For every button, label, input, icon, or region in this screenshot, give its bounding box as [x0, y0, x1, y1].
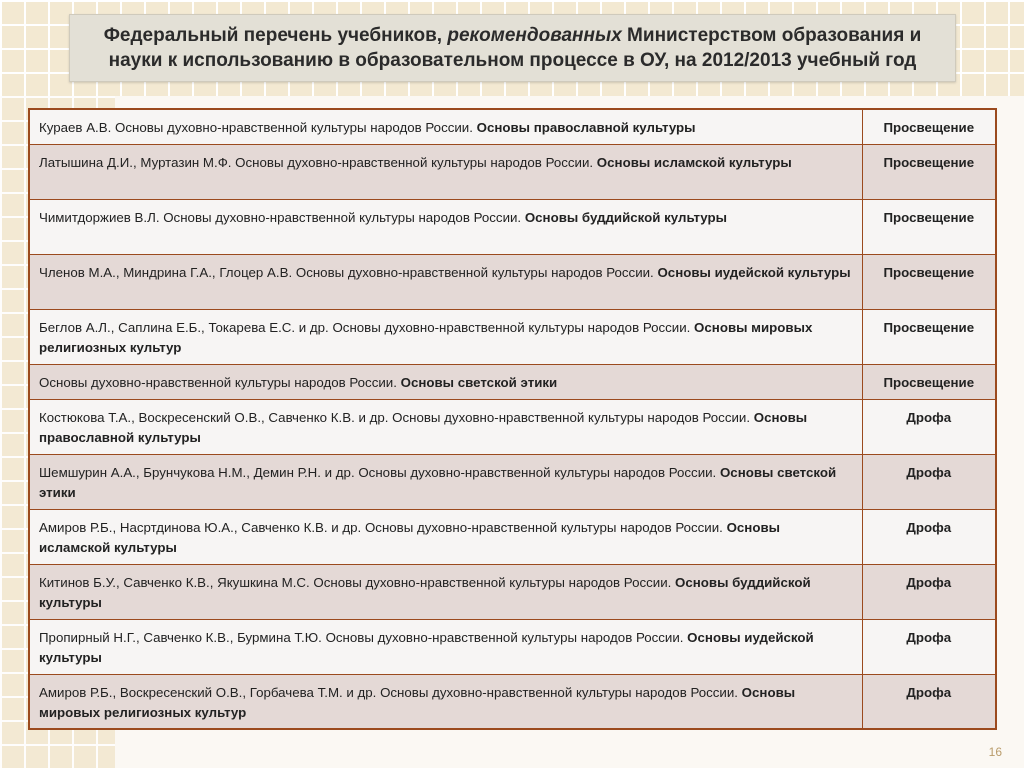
publisher-cell: Дрофа — [862, 674, 996, 729]
table-row — [29, 509, 996, 564]
table-row — [29, 399, 996, 454]
publisher-cell: Дрофа — [862, 619, 996, 674]
textbook-description-cell — [29, 109, 862, 144]
textbook-authors: Амиров Р.Б., Насртдинова Ю.А., Савченко К.В. и др. Основы духовно-нравственной культуры народов России. — [39, 519, 727, 535]
textbook-subject: Основы православной культуры — [39, 409, 808, 445]
textbook-table-body — [29, 109, 996, 729]
publisher-cell: Дрофа — [862, 509, 996, 564]
textbook-description-cell — [29, 674, 862, 729]
textbook-subject: Основы буддийской культуры — [524, 209, 727, 225]
table-row — [29, 144, 996, 199]
publisher-cell: Просвещение — [862, 199, 996, 254]
textbook-subject: Основы буддийской культуры — [39, 574, 811, 610]
table-row — [29, 674, 996, 729]
textbook-subject: Основы исламской культуры — [39, 519, 780, 555]
textbook-subject: Основы иудейской культуры — [657, 264, 851, 280]
table-row — [29, 199, 996, 254]
textbook-subject: Основы исламской культуры — [596, 154, 792, 170]
textbook-authors: Кураев А.В. Основы духовно-нравственной культуры народов России. — [39, 120, 477, 135]
table-row — [29, 309, 996, 364]
textbook-authors: Шемшурин А.А., Брунчукова Н.М., Демин Р.Н. и др. Основы духовно-нравственной культуры народов России. — [39, 464, 720, 480]
title-part-2: Министерством образования и науки к использованию в образовательном процессе в ОУ, на 2012/2013 учебный год — [108, 25, 922, 71]
textbook-subject: Основы светской этики — [400, 374, 558, 390]
textbook-authors: Латышина Д.И., Муртазин М.Ф. Основы духовно-нравственной культуры народов России. — [39, 154, 597, 170]
textbook-subject: Основы иудейской культуры — [39, 629, 814, 665]
publisher-cell: Дрофа — [862, 399, 996, 454]
publisher-cell: Дрофа — [862, 564, 996, 619]
textbook-subject: Основы мировых религиозных культур — [39, 684, 796, 720]
table-row — [29, 454, 996, 509]
table-row — [29, 254, 996, 309]
textbook-description-cell — [29, 619, 862, 674]
table-row — [29, 109, 996, 144]
textbook-description-cell — [29, 364, 862, 399]
textbook-table — [28, 108, 997, 730]
textbook-description-cell — [29, 254, 862, 309]
title-italic: рекомендованных — [447, 25, 622, 46]
table-row — [29, 364, 996, 399]
textbook-description-cell — [29, 509, 862, 564]
textbook-authors: Основы духовно-нравственной культуры народов России. — [39, 374, 401, 390]
publisher-cell: Дрофа — [862, 454, 996, 509]
textbook-subject: Основы православной культуры — [476, 120, 696, 135]
textbook-authors: Чимитдоржиев В.Л. Основы духовно-нравственной культуры народов России. — [39, 209, 525, 225]
publisher-cell: Просвещение — [862, 309, 996, 364]
slide-title-box — [69, 14, 956, 82]
publisher-cell: Просвещение — [862, 254, 996, 309]
textbook-authors: Беглов А.Л., Саплина Е.Б., Токарева Е.С. и др. Основы духовно-нравственной культуры народов России. — [39, 319, 695, 335]
textbook-description-cell — [29, 309, 862, 364]
slide-title — [70, 23, 955, 73]
textbook-authors: Амиров Р.Б., Воскресенский О.В., Горбачева Т.М. и др. Основы духовно-нравственной культуры народов России. — [39, 684, 742, 700]
publisher-cell: Просвещение — [862, 364, 996, 399]
publisher-cell: Просвещение — [862, 144, 996, 199]
textbook-authors: Членов М.А., Миндрина Г.А., Глоцер А.В. Основы духовно-нравственной культуры народов России. — [39, 264, 658, 280]
textbook-description-cell — [29, 564, 862, 619]
table-row — [29, 564, 996, 619]
textbook-description-cell — [29, 144, 862, 199]
publisher-cell: Просвещение — [862, 109, 996, 144]
textbook-subject: Основы мировых религиозных культур — [39, 319, 813, 355]
textbook-description-cell — [29, 199, 862, 254]
textbook-authors: Костюкова Т.А., Воскресенский О.В., Савченко К.В. и др. Основы духовно-нравственной культуры народов России. — [39, 409, 754, 425]
textbook-description-cell — [29, 454, 862, 509]
textbook-subject: Основы светской этики — [39, 464, 837, 500]
table-row — [29, 619, 996, 674]
textbook-authors: Пропирный Н.Г., Савченко К.В., Бурмина Т.Ю. Основы духовно-нравственной культуры народов России. — [39, 629, 688, 645]
textbook-authors: Китинов Б.У., Савченко К.В., Якушкина М.С. Основы духовно-нравственной культуры народов России. — [39, 574, 676, 590]
textbook-table-container — [28, 108, 997, 730]
title-part-1: Федеральный перечень учебников, — [103, 25, 448, 46]
textbook-description-cell — [29, 399, 862, 454]
page-number: 16 — [988, 745, 1002, 759]
